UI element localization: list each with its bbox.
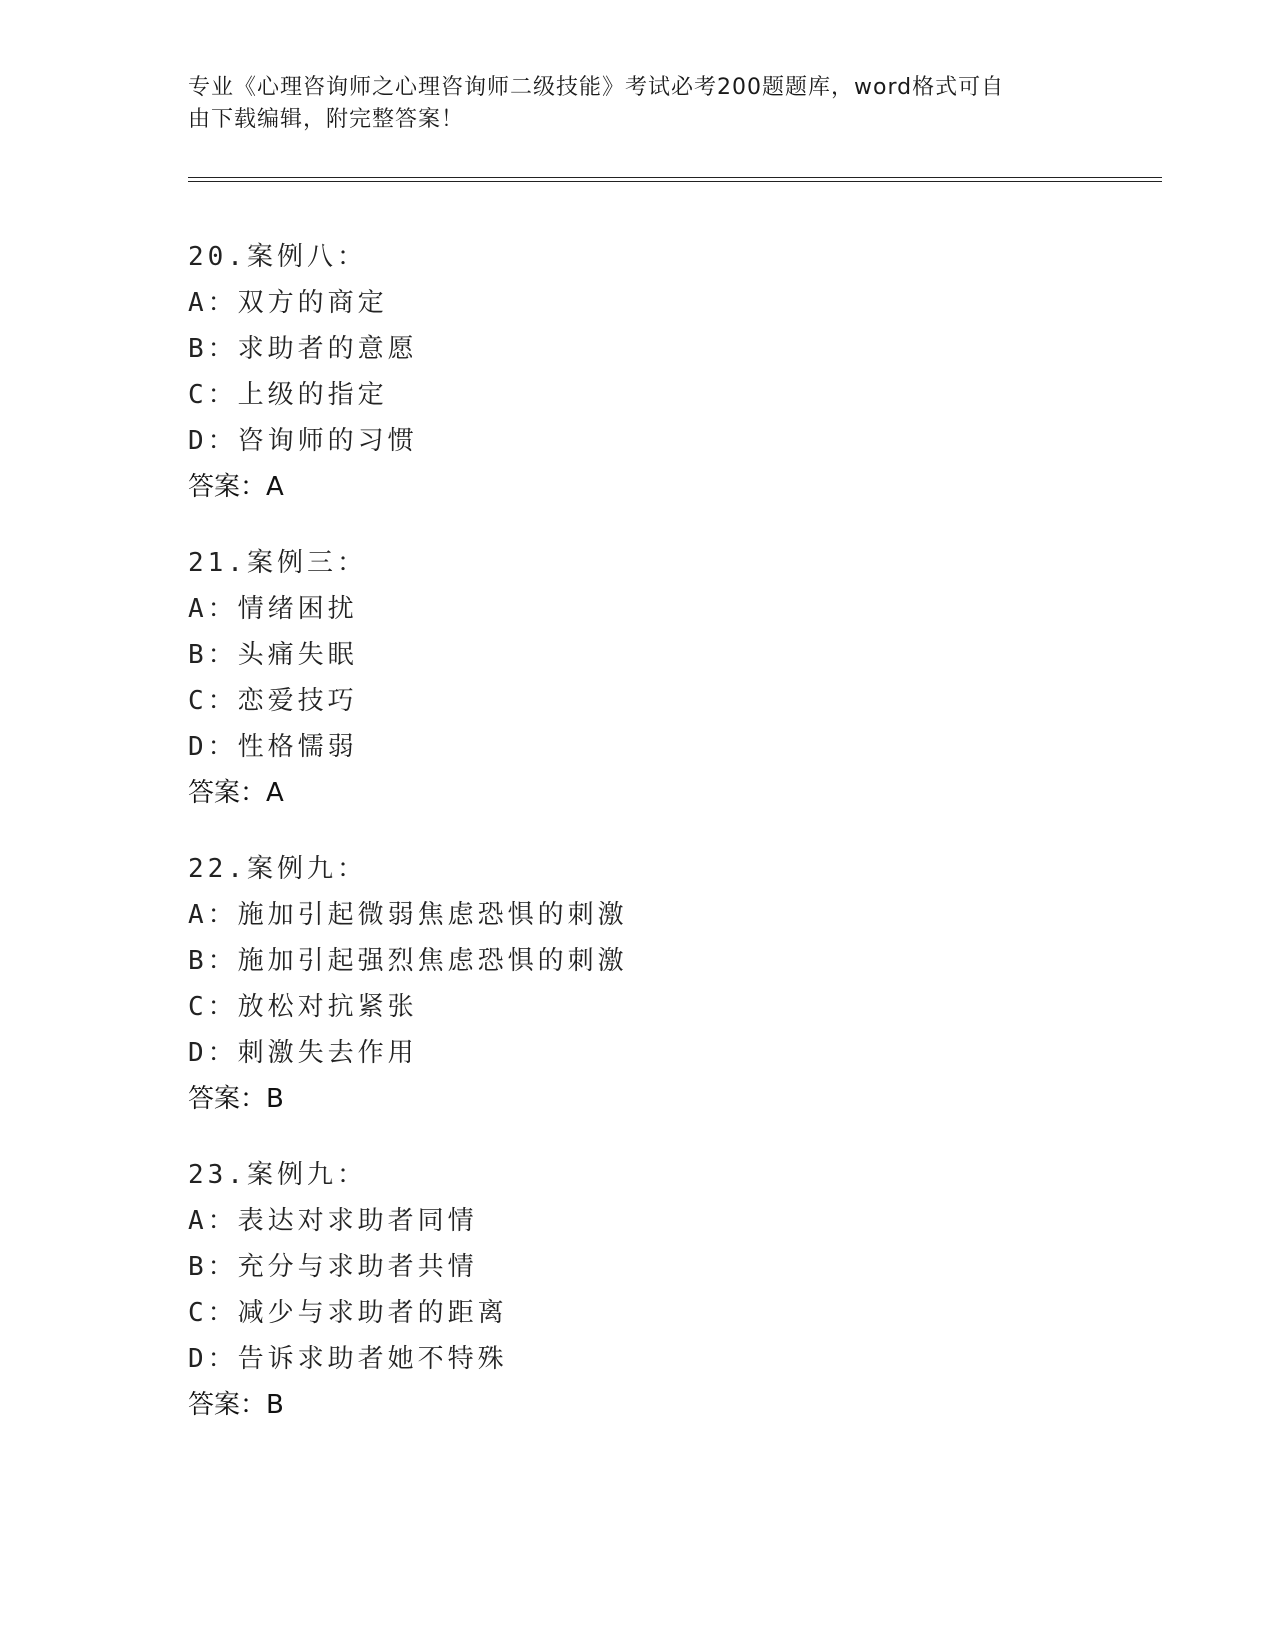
option-b: B：头痛失眠 [188, 640, 358, 670]
answer-line: 答案：B [188, 1084, 284, 1114]
question-stem: 22.案例九： [188, 854, 367, 884]
option-c: C：上级的指定 [188, 380, 388, 410]
question-22 [188, 846, 1088, 1122]
question-23 [188, 1152, 1088, 1428]
option-d: D：刺激失去作用 [188, 1038, 418, 1068]
question-stem: 20.案例八： [188, 242, 367, 272]
option-d: D：性格懦弱 [188, 732, 358, 762]
question-stem: 21.案例三： [188, 548, 367, 578]
option-d: D：告诉求助者她不特殊 [188, 1344, 508, 1374]
option-b: B：求助者的意愿 [188, 334, 418, 364]
answer-line: 答案：B [188, 1390, 284, 1420]
answer-line: 答案：A [188, 472, 284, 502]
question-list [188, 234, 1088, 1458]
question-stem: 23.案例九： [188, 1160, 367, 1190]
option-a: A：施加引起微弱焦虑恐惧的刺激 [188, 900, 628, 930]
option-b: B：施加引起强烈焦虑恐惧的刺激 [188, 946, 628, 976]
option-d: D：咨询师的习惯 [188, 426, 418, 456]
option-a: A：情绪困扰 [188, 594, 358, 624]
document-header [188, 72, 1088, 136]
option-a: A：双方的商定 [188, 288, 388, 318]
header-line-1: 专业《心理咨询师之心理咨询师二级技能》考试必考200题题库，word格式可自 [188, 75, 1005, 100]
question-21 [188, 540, 1088, 816]
question-20 [188, 234, 1088, 510]
answer-line: 答案：A [188, 778, 284, 808]
option-a: A：表达对求助者同情 [188, 1206, 478, 1236]
option-c: C：放松对抗紧张 [188, 992, 418, 1022]
option-c: C：减少与求助者的距离 [188, 1298, 508, 1328]
option-b: B：充分与求助者共情 [188, 1252, 478, 1282]
header-divider [188, 177, 1162, 182]
header-line-2: 由下载编辑，附完整答案！ [188, 107, 465, 132]
option-c: C：恋爱技巧 [188, 686, 358, 716]
